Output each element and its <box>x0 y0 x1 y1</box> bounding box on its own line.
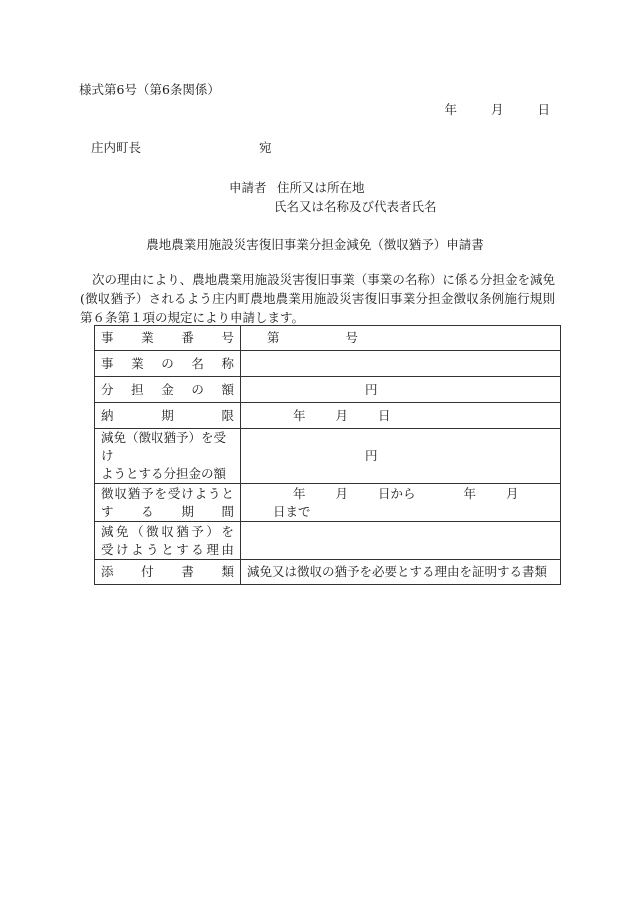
project-number-field[interactable] <box>241 326 561 351</box>
from-month-unit: 月 <box>335 485 349 501</box>
label-char: の <box>191 381 204 397</box>
label-char: 理 <box>206 541 219 557</box>
label-char: 称 <box>221 355 234 371</box>
table-row-reason <box>95 522 561 560</box>
table-row-contribution-amount <box>95 377 561 403</box>
label-char: を <box>154 485 168 501</box>
to-day-unit: 日まで <box>273 503 311 519</box>
label-char: 収 <box>114 485 127 501</box>
contribution-amount-field[interactable] <box>241 377 561 403</box>
label-char: 号 <box>221 330 234 345</box>
label-char: を <box>221 523 234 539</box>
due-day-unit: 日 <box>378 407 391 423</box>
label-char: と <box>161 541 174 557</box>
label-char: す <box>176 541 189 557</box>
label-char: 金 <box>161 381 174 397</box>
yen-unit: 円 <box>365 448 378 463</box>
label-char: 業 <box>141 330 154 345</box>
due-date-label <box>95 403 241 429</box>
label-char: 受 <box>101 541 114 557</box>
label-char: と <box>221 485 234 501</box>
contribution-amount-label <box>95 377 241 403</box>
label-char: 付 <box>141 564 154 579</box>
label-char: の <box>161 355 174 371</box>
label-char: 徴 <box>101 485 114 501</box>
project-number-suffix: 号 <box>345 330 359 345</box>
label-char: う <box>208 485 221 501</box>
yen-unit: 円 <box>365 381 378 397</box>
label-char: け <box>116 541 129 557</box>
applicant-block <box>229 178 437 214</box>
reason-field[interactable] <box>241 522 561 560</box>
label-char: 減 <box>101 523 114 539</box>
form-number: 様式第6号（第6条関係） <box>79 82 220 97</box>
label-char: 分 <box>101 381 114 397</box>
due-month-unit: 月 <box>335 407 349 423</box>
attachments-label <box>95 560 241 585</box>
table-row-project-name <box>95 351 561 377</box>
label-char: 期 <box>181 503 194 519</box>
applicant-label: 申請者 <box>229 180 267 195</box>
to-year-unit: 年 <box>463 485 477 501</box>
deferral-period-label <box>95 484 241 522</box>
applicant-name-label: 氏名又は名称及び代表者氏名 <box>274 199 437 214</box>
label-char: 由 <box>221 541 234 557</box>
label-char: 収 <box>161 523 174 539</box>
label-char: 類 <box>221 564 234 579</box>
label-char: 期 <box>161 407 174 423</box>
date-line <box>445 100 550 118</box>
label-char: ） <box>206 523 219 539</box>
project-number-prefix: 第 <box>267 330 280 345</box>
reduced-amount-label-line1: 減免（徴収猶予）を受け <box>101 430 227 463</box>
application-table <box>94 325 561 585</box>
label-char: よ <box>194 485 208 501</box>
deferral-period-field[interactable] <box>241 484 561 522</box>
label-char: 番 <box>181 330 194 345</box>
addressee-name: 庄内町長 <box>91 140 142 155</box>
label-char: 業 <box>131 355 144 371</box>
body-text: 次の理由により、農地農業用施設災害復旧事業（事業の名称）に係る分担金を減免(徴収猶予）されるよう庄内町農地農業用施設災害復旧事業分担金徴収条例施行規則第６条第１項の規定により申請します。 <box>80 272 555 325</box>
date-year: 年 <box>444 102 458 117</box>
label-char: 猶 <box>127 485 141 501</box>
project-name-label <box>95 351 241 377</box>
attachments-description: 減免又は徴収の猶予を必要とする理由を証明する書類 <box>247 564 548 579</box>
label-char: 限 <box>221 407 234 423</box>
label-char: 納 <box>101 407 114 423</box>
label-char: 予 <box>191 523 204 539</box>
label-char: う <box>146 541 159 557</box>
date-month: 月 <box>491 102 504 117</box>
label-char: け <box>181 485 194 501</box>
table-row-attachments <box>95 560 561 585</box>
label-char: 名 <box>191 355 204 371</box>
label-char: 徴 <box>146 523 159 539</box>
label-char: 事 <box>101 330 114 345</box>
label-char: 受 <box>167 485 181 501</box>
document-title: 農地農業用施設災害復旧事業分担金減免（徴収猶予）申請書 <box>146 237 484 252</box>
due-year-unit: 年 <box>293 407 306 423</box>
label-char: 猶 <box>176 523 189 539</box>
table-row-due-date <box>95 403 561 429</box>
table-row-deferral-period <box>95 484 561 522</box>
applicant-address-label: 住所又は所在地 <box>276 180 365 195</box>
to-month-unit: 月 <box>506 485 519 501</box>
project-name-field[interactable] <box>241 351 561 377</box>
reason-label <box>95 522 241 560</box>
label-char: 書 <box>181 564 194 579</box>
label-char: 間 <box>221 503 234 519</box>
date-day: 日 <box>537 102 550 117</box>
attachments-field <box>241 560 561 585</box>
label-char: る <box>141 503 154 519</box>
label-char: よ <box>131 541 144 557</box>
label-char: 免 <box>116 523 129 539</box>
project-number-label <box>95 326 241 351</box>
label-char: 担 <box>131 381 144 397</box>
reduced-amount-field[interactable] <box>241 429 561 484</box>
addressee <box>91 138 272 156</box>
label-char: 事 <box>101 355 114 371</box>
label-char: る <box>191 541 204 557</box>
reduced-amount-label <box>95 429 241 484</box>
table-row-reduced-amount <box>95 429 561 484</box>
label-char: 添 <box>101 564 114 579</box>
addressee-suffix: 宛 <box>258 140 272 155</box>
label-char: す <box>101 503 114 519</box>
reduced-amount-label-line2: ようとする分担金の額 <box>101 466 227 481</box>
from-year-unit: 年 <box>293 485 306 501</box>
from-day-unit: 日から <box>378 485 416 501</box>
table-row-project-number <box>95 326 561 351</box>
label-char: 額 <box>221 381 234 397</box>
label-char: 予 <box>141 485 154 501</box>
due-date-field[interactable] <box>241 403 561 429</box>
label-char: （ <box>131 523 144 539</box>
